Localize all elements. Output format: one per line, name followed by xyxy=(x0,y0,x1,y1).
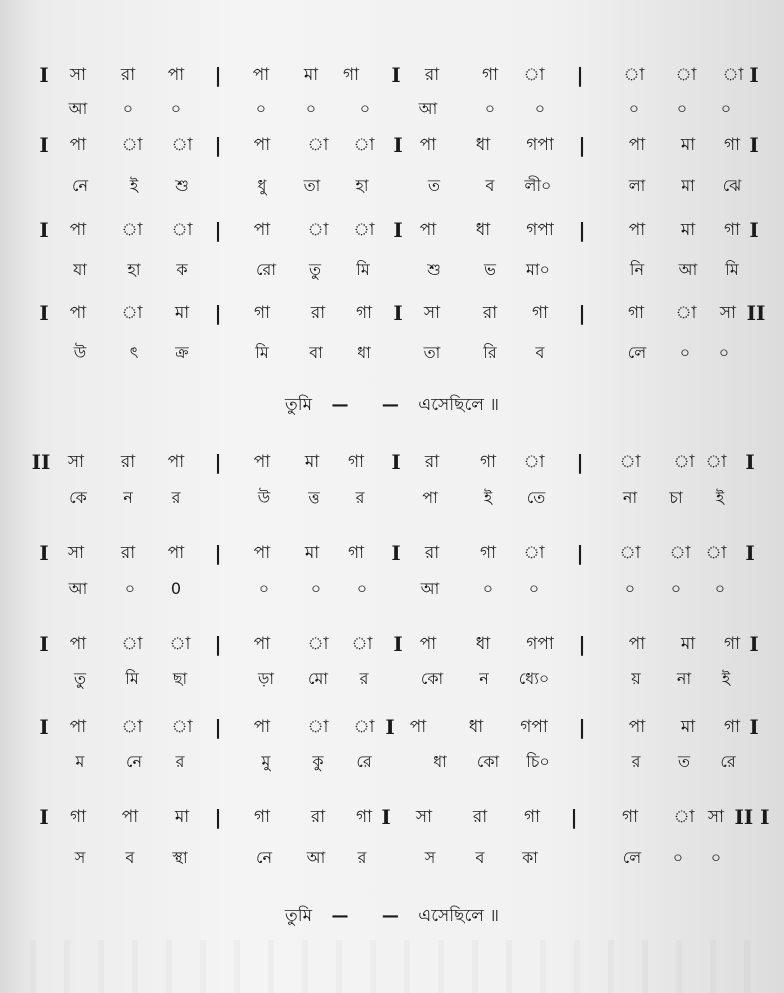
bar-line: | xyxy=(578,715,586,739)
note: পা xyxy=(253,135,271,155)
lyric-syllable: তু xyxy=(308,260,322,279)
lyric-syllable: মা xyxy=(681,176,695,195)
bar-line: I xyxy=(749,63,759,87)
bar-line: I xyxy=(393,301,403,325)
lyric-syllable: য় xyxy=(631,669,641,688)
lyric-syllable: ০ xyxy=(482,579,494,598)
note: পা xyxy=(252,65,270,85)
lyric-syllable: মি xyxy=(255,343,269,362)
lyric-syllable: র xyxy=(359,669,369,688)
note: পা xyxy=(628,634,646,654)
bar-line: | xyxy=(578,301,586,325)
lyric-syllable: কো xyxy=(420,669,444,688)
note: গা xyxy=(253,807,271,827)
lyric-syllable: ন xyxy=(479,669,489,688)
note: পা xyxy=(121,807,139,827)
note: ধা xyxy=(475,220,491,240)
note: গা xyxy=(621,807,639,827)
note: পা xyxy=(253,543,271,563)
note: মা xyxy=(174,303,190,323)
lyric-syllable: ০ xyxy=(718,343,730,362)
note: গা xyxy=(253,303,271,323)
note: া xyxy=(353,220,375,240)
note: গপা xyxy=(526,634,554,654)
lyric-syllable: ধু xyxy=(257,176,267,195)
lyric-syllable: না xyxy=(676,669,692,688)
lyric-syllable: আ xyxy=(418,99,438,118)
lyric-syllable: ০ xyxy=(720,99,732,118)
bar-line: | xyxy=(578,632,586,656)
lyric-syllable: কু xyxy=(312,752,324,771)
lyric-syllable: ৎ xyxy=(129,343,139,362)
lyric-syllable: ০ xyxy=(356,579,368,598)
bar-line: I xyxy=(393,133,403,157)
refrain-dash: — xyxy=(331,395,349,415)
notation-row xyxy=(0,712,784,742)
note: গা xyxy=(479,543,497,563)
note: া xyxy=(675,65,697,85)
lyric-syllable: ত xyxy=(677,752,691,771)
note: পা xyxy=(628,135,646,155)
note: া xyxy=(353,135,375,155)
lyric-row xyxy=(0,94,784,124)
lyric-syllable: আ xyxy=(678,260,698,279)
lyric-syllable: লী০ xyxy=(524,176,552,195)
note: া xyxy=(523,65,545,85)
lyric-syllable: লা xyxy=(628,176,646,195)
lyric-syllable: ০ xyxy=(534,99,546,118)
lyric-syllable: র xyxy=(631,752,641,771)
note: রা xyxy=(310,303,326,323)
bar-line: I xyxy=(39,218,49,242)
note: মা xyxy=(680,135,696,155)
lyric-syllable: ০ xyxy=(676,99,688,118)
bar-line: I xyxy=(749,218,759,242)
note: া xyxy=(169,634,191,654)
bar-line: I xyxy=(393,632,403,656)
note: া xyxy=(307,717,329,737)
notation-row xyxy=(0,298,784,328)
lyric-syllable: রে xyxy=(356,752,372,771)
note: ধা xyxy=(468,717,484,737)
lyric-syllable: ই xyxy=(715,488,725,507)
note: পা xyxy=(167,452,185,472)
note: পা xyxy=(253,220,271,240)
note: পা xyxy=(69,634,87,654)
note: পা xyxy=(253,634,271,654)
lyric-syllable: স xyxy=(74,848,86,867)
lyric-row xyxy=(0,843,784,873)
note: রা xyxy=(120,452,136,472)
bar-line: II xyxy=(746,301,766,325)
lyric-syllable: ০ xyxy=(310,579,322,598)
bar-line: I xyxy=(745,541,755,565)
lyric-syllable: ড়া xyxy=(257,669,275,688)
note: মা xyxy=(680,634,696,654)
note: া xyxy=(722,65,744,85)
bar-line: I xyxy=(39,301,49,325)
note: া xyxy=(673,807,695,827)
lyric-syllable: আ xyxy=(68,99,88,118)
lyric-syllable: হা xyxy=(355,176,369,195)
lyric-syllable: ০ xyxy=(528,579,540,598)
lyric-syllable: র xyxy=(171,488,181,507)
notation-row xyxy=(0,447,784,477)
bar-line: I xyxy=(39,715,49,739)
bar-line: I xyxy=(39,805,49,829)
lyric-syllable: র xyxy=(357,848,367,867)
note: গা xyxy=(627,303,645,323)
lyric-syllable: ০ xyxy=(672,848,684,867)
lyric-syllable: উ xyxy=(73,343,87,362)
note: সা xyxy=(415,807,433,827)
note: পা xyxy=(419,135,437,155)
note: া xyxy=(121,220,143,240)
refrain-end: এসেছিলে ॥ xyxy=(418,395,499,415)
bar-line: I xyxy=(39,541,49,565)
note: গা xyxy=(355,303,373,323)
note: মা xyxy=(174,807,190,827)
note: গপা xyxy=(520,717,548,737)
lyric-syllable: মি xyxy=(125,669,139,688)
note: া xyxy=(669,543,691,563)
note: পা xyxy=(69,220,87,240)
bar-line: I xyxy=(749,133,759,157)
bar-line: | xyxy=(214,715,222,739)
note: পা xyxy=(419,634,437,654)
bar-line: I xyxy=(381,805,391,829)
note: গপা xyxy=(526,135,554,155)
lyric-syllable: মি xyxy=(725,260,739,279)
note: গপা xyxy=(526,220,554,240)
lyric-syllable: ধ্যে০ xyxy=(518,669,550,688)
refrain-word: তুমি xyxy=(285,395,313,415)
lyric-syllable: স্থা xyxy=(172,848,188,867)
lyric-syllable: ত্ত xyxy=(308,488,320,507)
note: পা xyxy=(409,717,427,737)
lyric-syllable: শু xyxy=(175,176,189,195)
lyric-syllable: তা xyxy=(423,343,441,362)
refrain-end: এসেছিলে ॥ xyxy=(418,906,499,926)
note: গা xyxy=(723,717,741,737)
note: মা xyxy=(304,543,320,563)
note: পা xyxy=(628,717,646,737)
note: ধা xyxy=(475,135,491,155)
note: রা xyxy=(120,543,136,563)
note: া xyxy=(171,717,193,737)
lyric-syllable: ক xyxy=(176,260,188,279)
lyric-syllable: ধা xyxy=(433,752,447,771)
bar-line: | xyxy=(214,218,222,242)
notation-row xyxy=(0,130,784,160)
note: সা xyxy=(719,303,737,323)
note: রা xyxy=(482,303,498,323)
bar-line: II I xyxy=(734,805,770,829)
lyric-row xyxy=(0,664,784,694)
bleed-through-shadow xyxy=(30,940,770,993)
lyric-syllable: ০ xyxy=(258,579,270,598)
lyric-syllable: ০ xyxy=(359,99,371,118)
bar-line: | xyxy=(578,218,586,242)
lyric-syllable: চা xyxy=(669,488,683,507)
lyric-syllable: ক্র xyxy=(175,343,189,362)
refrain-word: তুমি xyxy=(285,906,313,926)
bar-line: I xyxy=(39,632,49,656)
note: া xyxy=(523,452,545,472)
note: া xyxy=(121,303,143,323)
lyric-syllable: কে xyxy=(69,488,87,507)
lyric-syllable: র xyxy=(175,752,185,771)
lyric-syllable: কো xyxy=(476,752,500,771)
lyric-syllable: নে xyxy=(255,848,273,867)
note: া xyxy=(353,717,375,737)
bar-line: I xyxy=(391,63,401,87)
lyric-syllable: লে xyxy=(627,343,647,362)
note: া xyxy=(623,65,645,85)
lyric-syllable: রি xyxy=(483,343,497,362)
notation-row xyxy=(0,215,784,245)
lyric-syllable: ই xyxy=(483,488,493,507)
note: া xyxy=(121,135,143,155)
lyric-syllable: হা xyxy=(127,260,141,279)
note: গা xyxy=(481,65,499,85)
lyric-row xyxy=(0,483,784,513)
bar-line: | xyxy=(214,63,222,87)
bar-line: I xyxy=(39,63,49,87)
note: সা xyxy=(423,303,441,323)
refrain-line-2 xyxy=(0,901,784,931)
lyric-row xyxy=(0,171,784,201)
lyric-syllable: আ xyxy=(306,848,326,867)
lyric-syllable: নি xyxy=(629,260,645,279)
lyric-syllable: রো xyxy=(256,260,276,279)
note: া xyxy=(705,543,727,563)
lyric-syllable: আ xyxy=(420,579,440,598)
lyric-syllable: ০ xyxy=(484,99,496,118)
lyric-syllable: র xyxy=(355,488,365,507)
bar-line: | xyxy=(214,632,222,656)
bar-line: I xyxy=(391,450,401,474)
note: া xyxy=(675,303,697,323)
note: পা xyxy=(167,65,185,85)
note: া xyxy=(673,452,695,472)
bar-line: | xyxy=(576,63,584,87)
lyric-row xyxy=(0,255,784,285)
note: গা xyxy=(355,807,373,827)
lyric-syllable: ০ xyxy=(714,579,726,598)
note: া xyxy=(171,135,193,155)
note: সা xyxy=(67,543,85,563)
note: া xyxy=(351,634,373,654)
bar-line: | xyxy=(214,450,222,474)
lyric-syllable: ০ xyxy=(170,99,182,118)
lyric-syllable: ত xyxy=(427,176,441,195)
note: গা xyxy=(531,303,549,323)
note: রা xyxy=(310,807,326,827)
lyric-syllable: ০ xyxy=(628,99,640,118)
lyric-syllable: মো xyxy=(307,669,329,688)
lyric-syllable: মু xyxy=(261,752,271,771)
lyric-syllable: যা xyxy=(73,260,87,279)
lyric-row xyxy=(0,747,784,777)
lyric-syllable: মা০ xyxy=(526,260,550,279)
note: া xyxy=(171,220,193,240)
lyric-syllable: ০ xyxy=(670,579,682,598)
notation-row xyxy=(0,538,784,568)
bar-line: I xyxy=(39,133,49,157)
note: গা xyxy=(69,807,87,827)
bar-line: I xyxy=(391,541,401,565)
lyric-syllable: নে xyxy=(125,752,143,771)
lyric-syllable: কা xyxy=(522,848,538,867)
bar-line: | xyxy=(214,301,222,325)
note: সা xyxy=(69,65,87,85)
bar-line: | xyxy=(576,450,584,474)
bar-line: | xyxy=(214,541,222,565)
lyric-syllable: 0 xyxy=(170,579,182,598)
lyric-syllable: ন xyxy=(123,488,133,507)
note: া xyxy=(619,543,641,563)
lyric-syllable: ধা xyxy=(357,343,371,362)
lyric-syllable: ব xyxy=(475,848,485,867)
notation-row xyxy=(0,60,784,90)
lyric-syllable: তে xyxy=(526,488,546,507)
note: া xyxy=(619,452,641,472)
refrain-line-1 xyxy=(0,390,784,420)
lyric-syllable: ই xyxy=(721,669,731,688)
lyric-syllable: ০ xyxy=(255,99,267,118)
lyric-syllable: শু xyxy=(427,260,441,279)
note: গা xyxy=(723,135,741,155)
lyric-syllable: চি০ xyxy=(526,752,550,771)
lyric-syllable: ০ xyxy=(624,579,636,598)
lyric-syllable: ব xyxy=(125,848,135,867)
note: পা xyxy=(167,543,185,563)
bar-line: | xyxy=(570,805,578,829)
lyric-syllable: ছা xyxy=(172,669,188,688)
lyric-row xyxy=(0,574,784,604)
lyric-syllable: ০ xyxy=(122,99,134,118)
lyric-syllable: না xyxy=(622,488,638,507)
note: রা xyxy=(120,65,136,85)
lyric-syllable: রে xyxy=(720,752,736,771)
lyric-syllable: আ xyxy=(68,579,88,598)
note: পা xyxy=(253,717,271,737)
refrain-dash: — xyxy=(381,906,399,926)
note: পা xyxy=(253,452,271,472)
bar-line: | xyxy=(214,805,222,829)
note: গা xyxy=(342,65,360,85)
note: া xyxy=(705,452,727,472)
lyric-syllable: ব xyxy=(485,176,495,195)
bar-line: I xyxy=(385,715,395,739)
lyric-syllable: ঝে xyxy=(722,176,742,195)
note: া xyxy=(121,717,143,737)
notation-row xyxy=(0,802,784,832)
note: সা xyxy=(67,452,85,472)
lyric-syllable: ভ xyxy=(484,260,496,279)
lyric-syllable: তু xyxy=(73,669,87,688)
lyric-syllable: উ xyxy=(257,488,271,507)
note: মা xyxy=(680,220,696,240)
note: পা xyxy=(628,220,646,240)
lyric-syllable: লে xyxy=(622,848,642,867)
note: া xyxy=(523,543,545,563)
note: া xyxy=(307,135,329,155)
lyric-syllable: বা xyxy=(309,343,323,362)
note: গা xyxy=(723,220,741,240)
bar-line: I xyxy=(393,218,403,242)
note: সা xyxy=(707,807,725,827)
notation-row xyxy=(0,629,784,659)
bar-line: | xyxy=(578,133,586,157)
lyric-syllable: স xyxy=(424,848,436,867)
bar-line: | xyxy=(214,133,222,157)
bar-line: | xyxy=(576,541,584,565)
note: মা xyxy=(304,452,320,472)
lyric-syllable: নে xyxy=(71,176,89,195)
note: রা xyxy=(424,452,440,472)
bar-line: I xyxy=(749,632,759,656)
note: গা xyxy=(723,634,741,654)
lyric-syllable: ০ xyxy=(710,848,722,867)
refrain-dash: — xyxy=(331,906,349,926)
note: গা xyxy=(347,452,365,472)
bar-line: I xyxy=(749,715,759,739)
lyric-syllable: ব xyxy=(535,343,545,362)
lyric-syllable: মি xyxy=(356,260,370,279)
bar-line: II xyxy=(31,450,51,474)
note: রা xyxy=(424,65,440,85)
note: পা xyxy=(419,220,437,240)
lyric-syllable: ০ xyxy=(679,343,691,362)
lyric-syllable: ই xyxy=(129,176,139,195)
note: রা xyxy=(472,807,488,827)
note: রা xyxy=(424,543,440,563)
lyric-syllable: ০ xyxy=(124,579,136,598)
note: া xyxy=(307,634,329,654)
note: া xyxy=(307,220,329,240)
lyric-syllable: তা xyxy=(303,176,321,195)
note: গা xyxy=(347,543,365,563)
lyric-syllable: ম xyxy=(75,752,85,771)
lyric-syllable: ০ xyxy=(305,99,317,118)
note: মা xyxy=(303,65,319,85)
note: পা xyxy=(69,303,87,323)
note: গা xyxy=(479,452,497,472)
lyric-row xyxy=(0,338,784,368)
note: পা xyxy=(69,717,87,737)
note: া xyxy=(121,634,143,654)
note: ধা xyxy=(475,634,491,654)
note: পা xyxy=(69,135,87,155)
lyric-syllable: পা xyxy=(422,488,438,507)
note: গা xyxy=(523,807,541,827)
note: মা xyxy=(680,717,696,737)
refrain-dash: — xyxy=(381,395,399,415)
bar-line: I xyxy=(745,450,755,474)
